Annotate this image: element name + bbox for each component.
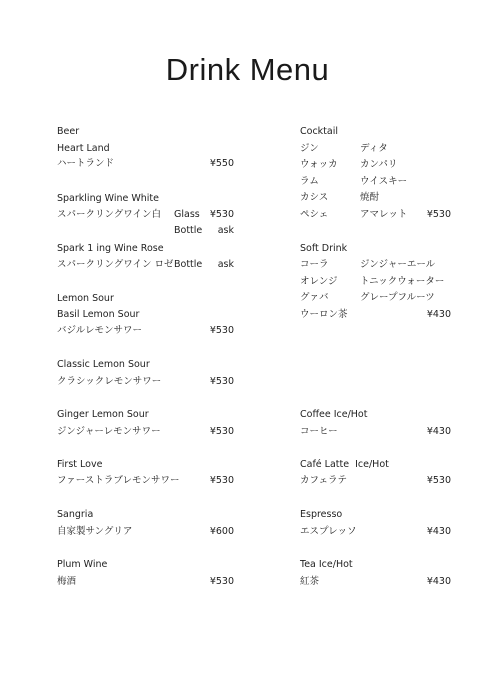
glass-label: Glass xyxy=(174,209,200,220)
item-price: ¥430 xyxy=(426,576,451,587)
item-price: ¥530 xyxy=(209,376,234,387)
item-name-jp: スパークリングワイン ロゼ xyxy=(57,259,174,270)
item-name-jp: 自家製サングリア xyxy=(57,526,133,537)
item-name-en: First Love xyxy=(57,459,103,470)
item-name-jp: スパークリングワイン白 xyxy=(57,209,162,220)
item-name-en: Plum Wine xyxy=(57,559,108,570)
section-header-cocktail: Cocktail xyxy=(300,126,338,137)
item-price: ¥550 xyxy=(209,158,234,169)
item-price: ¥530 xyxy=(209,475,234,486)
item-price: ¥530 xyxy=(209,209,234,220)
item-price: ask xyxy=(217,225,234,236)
item-price: ¥530 xyxy=(426,209,451,220)
soft-drink-item: グァバ xyxy=(300,292,329,303)
item-name-jp: ファーストラブレモンサワー xyxy=(57,475,180,486)
item-name-jp: ハートランド xyxy=(57,158,115,169)
item-name-en: Espresso xyxy=(300,509,343,520)
item-name-jp: 梅酒 xyxy=(57,576,77,587)
item-name-jp: コーヒー xyxy=(300,426,338,437)
cocktail-base: ディタ xyxy=(360,143,388,154)
item-name-jp: 紅茶 xyxy=(300,576,320,587)
item-price: ¥430 xyxy=(426,426,451,437)
soft-drink-item: ウーロン茶 xyxy=(300,309,348,320)
soft-drink-item: ジンジャーエール xyxy=(360,259,436,270)
item-name-en: Café Latte Ice/Hot xyxy=(300,459,389,470)
item-price: ¥600 xyxy=(209,526,234,537)
item-price: ¥430 xyxy=(426,526,451,537)
item-name-jp: カフェラテ xyxy=(300,475,348,486)
item-name-en: Tea Ice/Hot xyxy=(300,559,353,570)
cocktail-base: カシス xyxy=(300,192,329,203)
item-name-jp: エスプレッソ xyxy=(300,526,357,537)
bottle-label: Bottle xyxy=(174,225,203,236)
item-name-en: Sangria xyxy=(57,509,94,520)
item-name-en: Heart Land xyxy=(57,143,110,154)
item-price: ¥530 xyxy=(209,325,234,336)
section-header-lemon-sour: Lemon Sour xyxy=(57,293,114,304)
item-name-jp: バジルレモンサワー xyxy=(57,325,143,336)
item-price: ¥530 xyxy=(209,426,234,437)
item-name-en: Spark 1 ing Wine Rose xyxy=(57,243,164,254)
cocktail-base: ウォッカ xyxy=(300,159,338,170)
item-name-en: Ginger Lemon Sour xyxy=(57,409,149,420)
cocktail-base: アマレット xyxy=(360,209,408,220)
item-name-jp: クラシックレモンサワー xyxy=(57,376,162,387)
section-header-soft-drink: Soft Drink xyxy=(300,243,348,254)
item-name-jp: ジンジャーレモンサワー xyxy=(57,426,161,437)
item-name-en: Coffee Ice/Hot xyxy=(300,409,368,420)
bottle-label: Bottle xyxy=(174,259,203,270)
soft-drink-item: トニックウォーター xyxy=(360,276,445,287)
menu-title: Drink Menu xyxy=(165,52,330,87)
item-price: ¥530 xyxy=(209,576,234,587)
cocktail-base: ウイスキー xyxy=(360,176,408,187)
item-price: ask xyxy=(217,259,234,270)
cocktail-base: ペシェ xyxy=(300,209,329,220)
cocktail-base: ラム xyxy=(300,176,319,187)
item-name-en: Basil Lemon Sour xyxy=(57,309,140,320)
cocktail-base: 焼酎 xyxy=(360,192,380,203)
soft-drink-item: コーラ xyxy=(300,259,329,270)
item-name-en: Classic Lemon Sour xyxy=(57,359,150,370)
section-header-beer: Beer xyxy=(57,126,80,137)
soft-drink-item: グレープフルーツ xyxy=(360,292,435,303)
soft-drink-item: オレンジ xyxy=(300,276,338,287)
item-price: ¥530 xyxy=(426,475,451,486)
item-name-en: Sparkling Wine White xyxy=(57,193,159,204)
cocktail-base: カンパリ xyxy=(360,159,398,170)
cocktail-base: ジン xyxy=(300,143,319,154)
item-price: ¥430 xyxy=(426,309,451,320)
